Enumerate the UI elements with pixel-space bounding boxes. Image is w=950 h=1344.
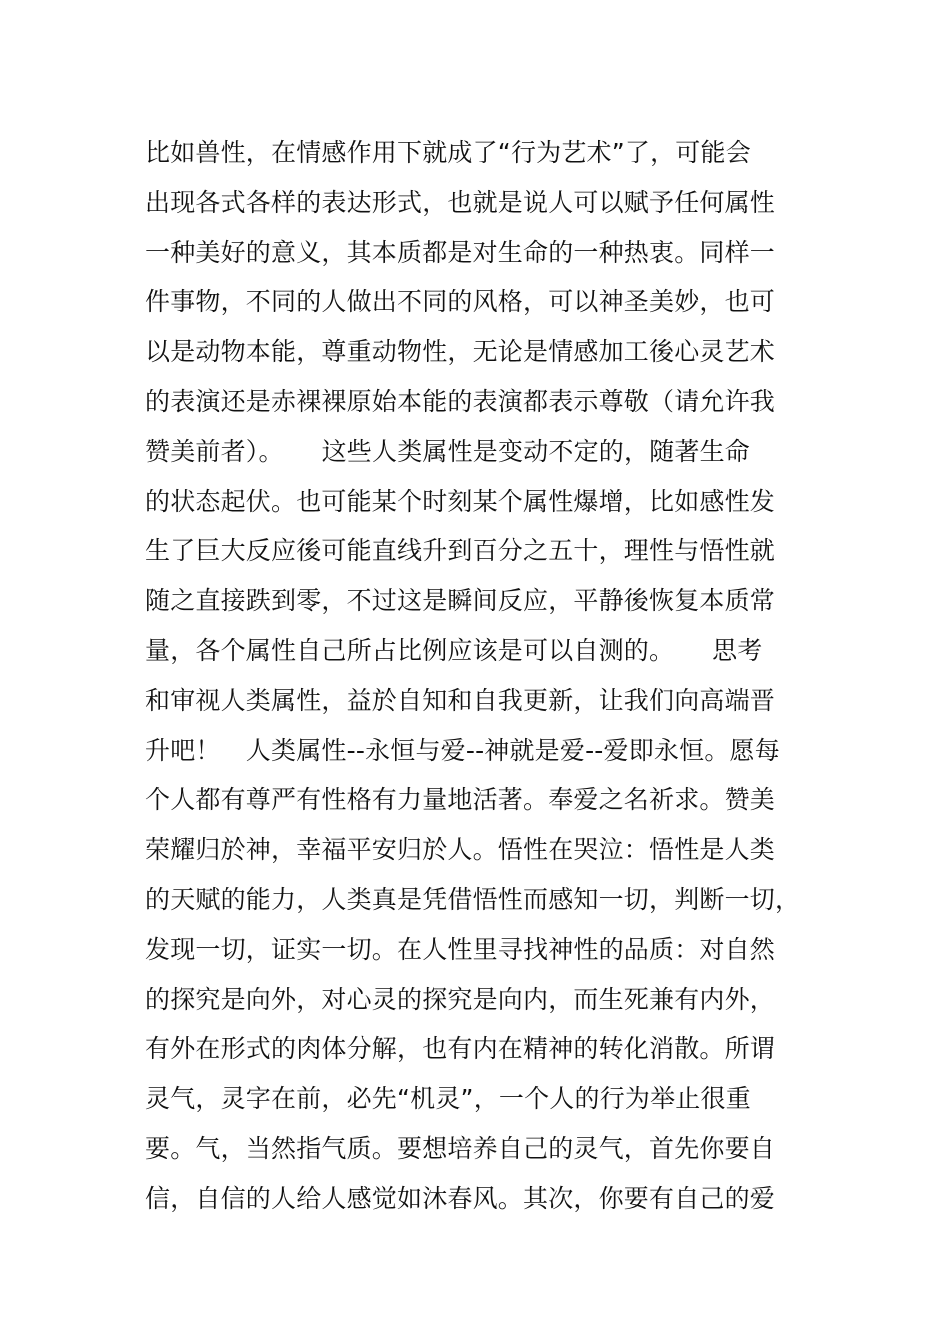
text-line: 生了巨大反应後可能直线升到百分之五十，理性与悟性就 <box>145 536 776 566</box>
text-line: 发现一切，证实一切。在人性里寻找神性的品质：对自然 <box>145 934 776 964</box>
text-line: 一种美好的意义，其本质都是对生命的一种热衷。同样一 <box>145 237 776 267</box>
text-line: 的天赋的能力，人类真是凭借悟性而感知一切，判断一切， <box>145 884 801 914</box>
text-line: 比如兽性，在情感作用下就成了“行为艺术”了，可能会 <box>145 138 751 167</box>
text-line: 要。气，当然指气质。要想培养自己的灵气，首先你要自 <box>145 1133 776 1163</box>
text-line: 的状态起伏。也可能某个时刻某个属性爆增，比如感性发 <box>145 486 776 516</box>
text-line: 升吧！ 人类属性--永恒与爱--神就是爱--爱即永恒。愿每 <box>145 735 780 765</box>
text-line: 的探究是向外，对心灵的探究是向内，而生死兼有内外， <box>145 984 776 1014</box>
text-line: 量，各个属性自己所占比例应该是可以自测的。 思考 <box>145 635 763 665</box>
text-line: 信，自信的人给人感觉如沐春风。其次，你要有自己的爱 <box>145 1183 776 1213</box>
text-line: 有外在形式的肉体分解，也有内在精神的转化消散。所谓 <box>145 1034 776 1064</box>
text-line: 出现各式各样的表达形式，也就是说人可以赋予任何属性 <box>145 187 776 217</box>
text-line: 的表演还是赤裸裸原始本能的表演都表示尊敬（请允许我 <box>145 386 776 416</box>
text-line: 随之直接跌到零，不过这是瞬间反应，平静後恢复本质常 <box>145 586 776 616</box>
text-line: 赞美前者）。 这些人类属性是变动不定的，随著生命 <box>145 436 751 466</box>
text-line: 和审视人类属性，益於自知和自我更新，让我们向高端晋 <box>145 685 776 715</box>
text-line: 灵气，灵字在前，必先“机灵”，一个人的行为举止很重 <box>145 1084 751 1114</box>
body-text <box>145 128 845 1224</box>
text-line: 件事物，不同的人做出不同的风格，可以神圣美妙，也可 <box>145 287 776 317</box>
text-line: 个人都有尊严有性格有力量地活著。奉爱之名祈求。赞美 <box>145 785 776 815</box>
text-line: 荣耀归於神，幸福平安归於人。悟性在哭泣：悟性是人类 <box>145 835 776 865</box>
text-line: 以是动物本能，尊重动物性，无论是情感加工後心灵艺术 <box>145 337 776 367</box>
